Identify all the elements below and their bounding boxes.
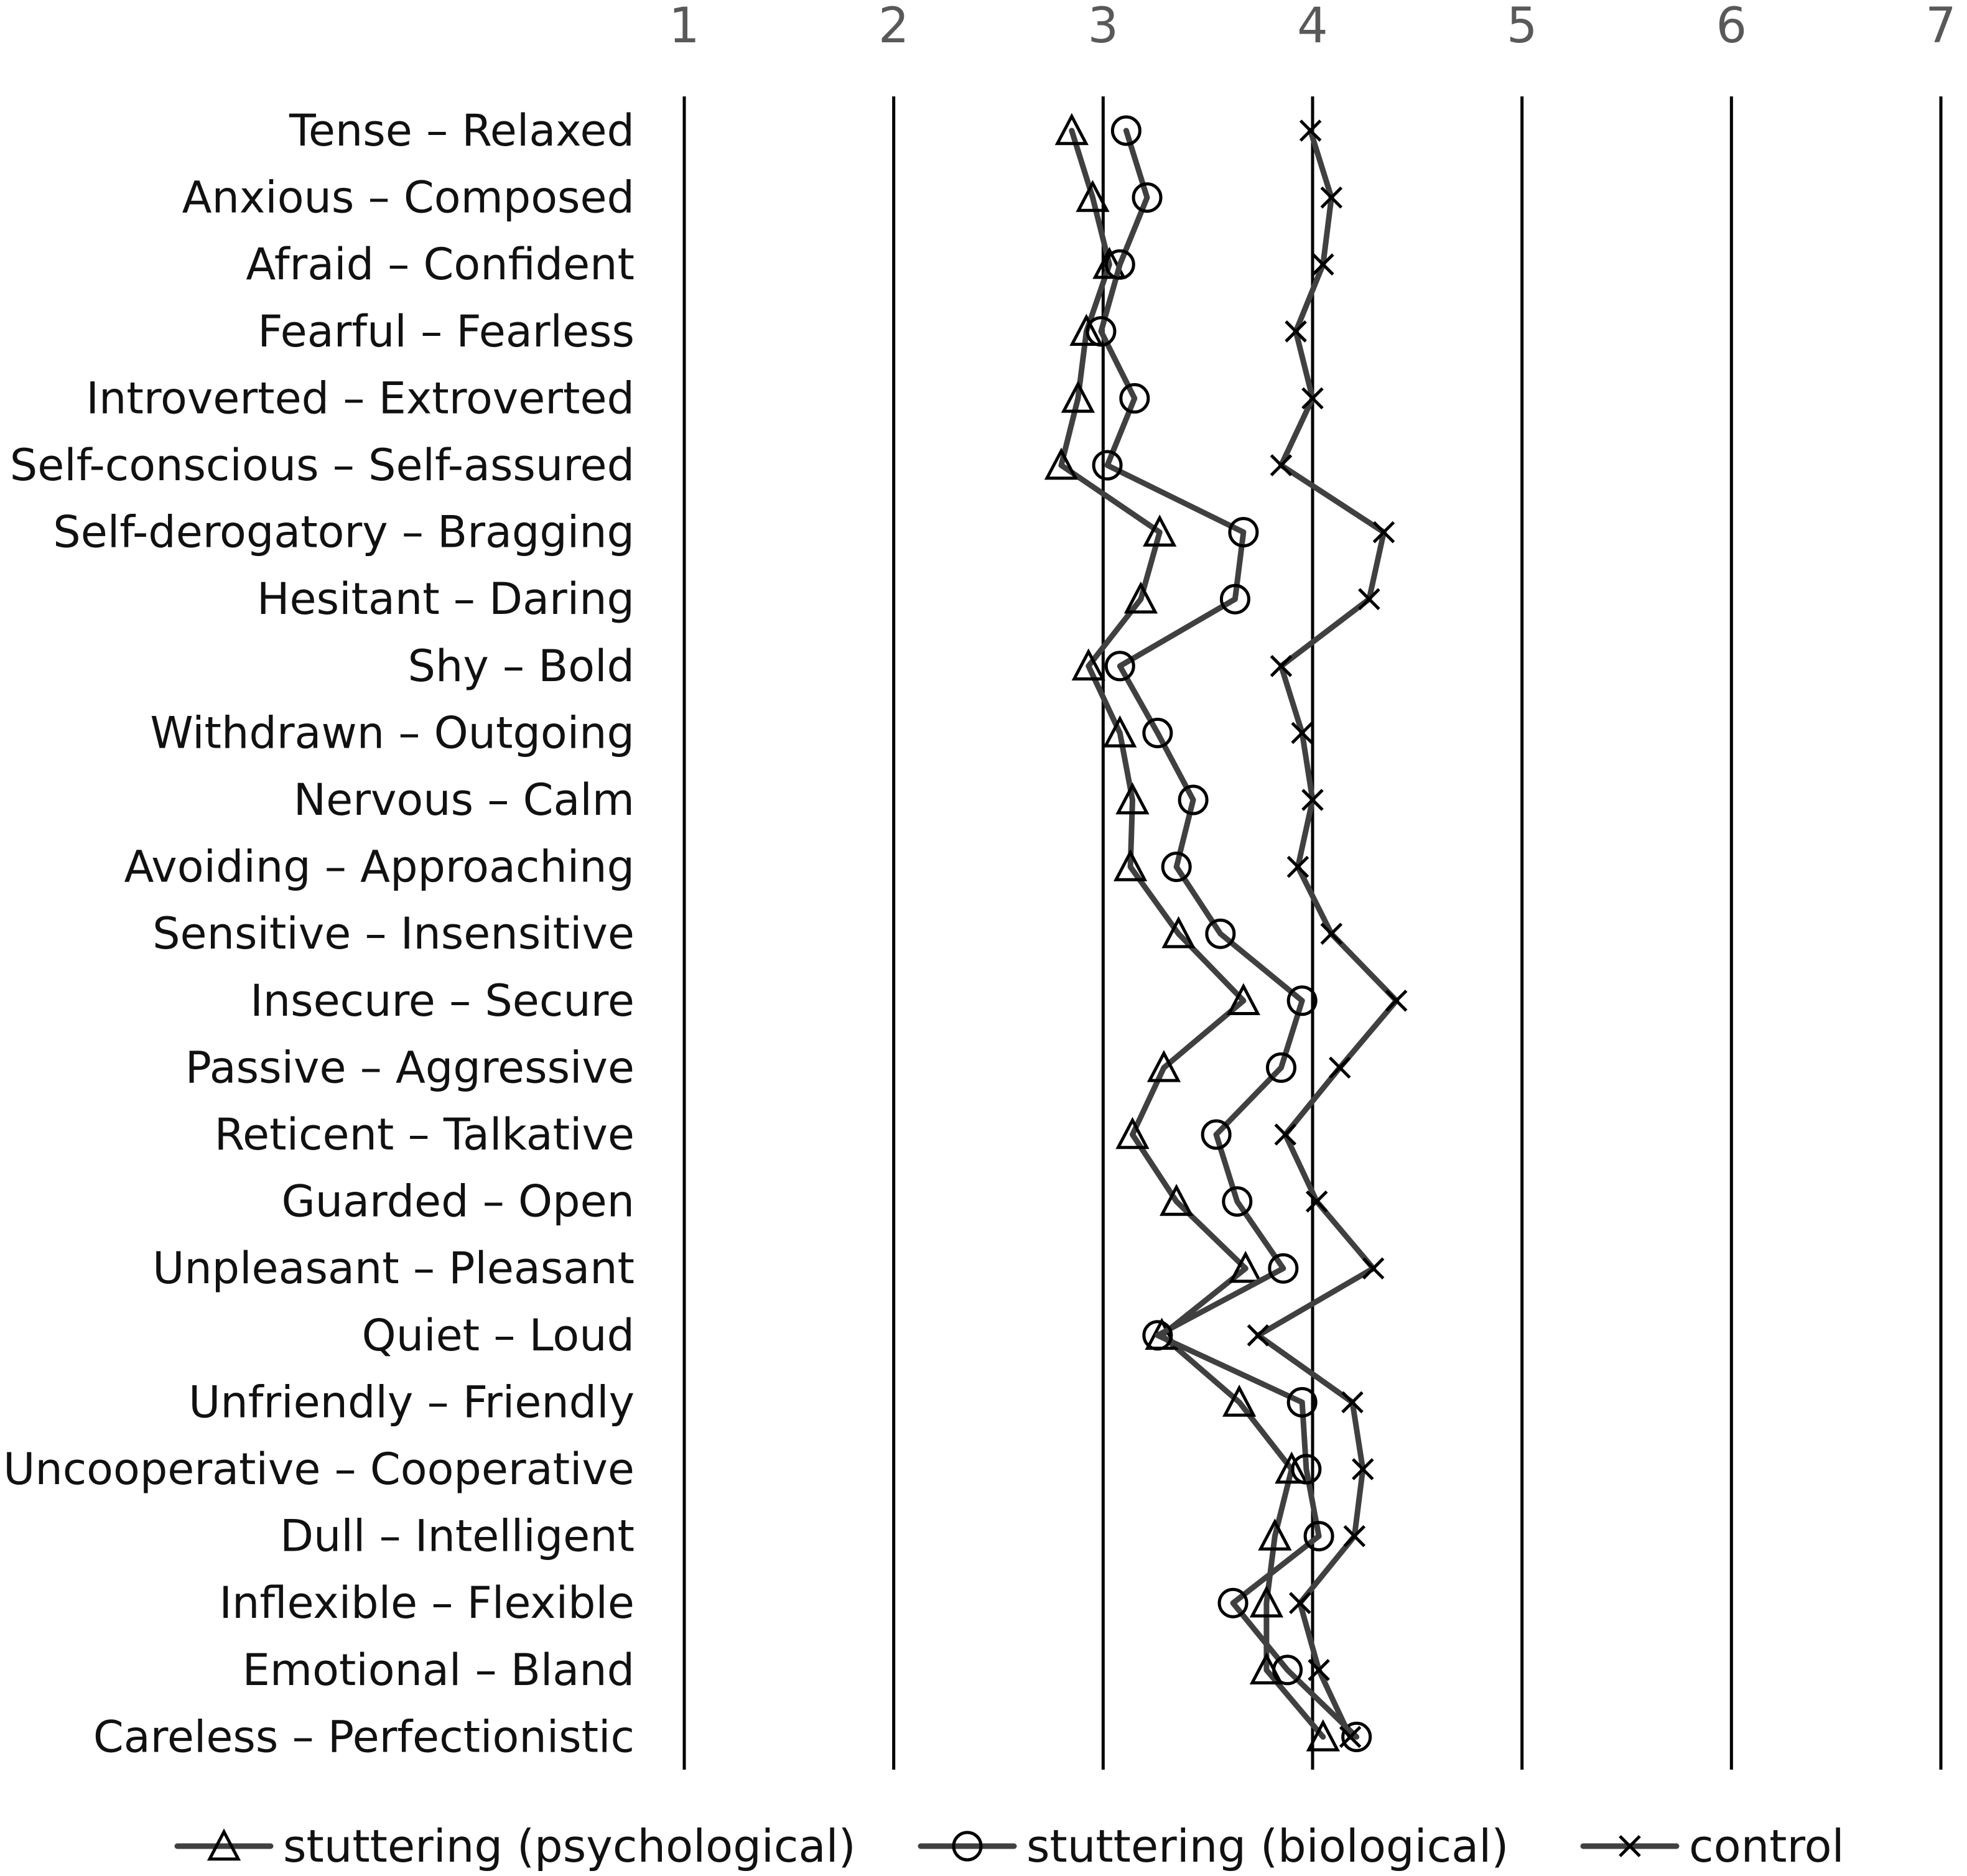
legend-label: stuttering (psychological) <box>283 1820 856 1872</box>
series-line <box>1101 131 1357 1737</box>
data-point <box>1364 1258 1383 1278</box>
series-triangle <box>1047 116 1337 1750</box>
category-label: Self-conscious – Self-assured <box>9 440 635 491</box>
x-tick-label-2: 2 <box>878 0 909 54</box>
series-line <box>1061 131 1323 1737</box>
category-label: Uncooperative – Cooperative <box>3 1444 635 1495</box>
category-label: Fearful – Fearless <box>258 305 635 357</box>
x-tick-label-4: 4 <box>1297 0 1328 54</box>
legend-label: control <box>1689 1820 1844 1872</box>
category-label: Inflexible – Flexible <box>219 1577 635 1629</box>
data-point <box>1272 455 1291 475</box>
category-label: Guarded – Open <box>281 1176 635 1227</box>
category-label: Avoiding – Approaching <box>124 841 635 893</box>
category-label: Quiet – Loud <box>361 1309 635 1361</box>
category-label: Unfriendly – Friendly <box>188 1377 635 1428</box>
legend-item <box>177 1820 856 1872</box>
category-label: Sensitive – Insensitive <box>152 908 635 960</box>
legend-item <box>1583 1820 1844 1872</box>
x-tick-label-1: 1 <box>669 0 700 54</box>
category-label: Careless – Perfectionistic <box>93 1711 635 1763</box>
category-label: Passive – Aggressive <box>185 1042 635 1094</box>
gridlines <box>684 96 1941 1770</box>
category-label: Anxious – Composed <box>182 172 635 223</box>
x-tick-label-7: 7 <box>1925 0 1956 54</box>
data-point <box>1387 991 1407 1011</box>
data-point <box>1330 1057 1350 1077</box>
category-label: Nervous – Calm <box>293 774 635 825</box>
data-point <box>1321 924 1341 944</box>
category-label: Afraid – Confident <box>246 239 635 290</box>
series-line <box>1258 131 1397 1737</box>
legend <box>177 1820 1844 1872</box>
category-label: Shy – Bold <box>407 640 635 692</box>
category-label: Unpleasant – Pleasant <box>152 1243 635 1294</box>
legend-item <box>921 1820 1509 1872</box>
category-label: Hesitant – Daring <box>256 573 635 625</box>
category-labels <box>3 105 635 1762</box>
x-tick-label-5: 5 <box>1506 0 1538 54</box>
category-label: Withdrawn – Outgoing <box>150 707 635 759</box>
category-label: Reticent – Talkative <box>214 1109 635 1160</box>
series-x <box>1248 121 1406 1747</box>
data-point <box>1307 1192 1327 1212</box>
category-label: Introverted – Extroverted <box>86 373 635 424</box>
data-point <box>1248 1326 1268 1345</box>
series-plot <box>1047 116 1407 1750</box>
category-label: Emotional – Bland <box>242 1644 635 1696</box>
series-circle <box>1087 117 1370 1750</box>
x-tick-label-3: 3 <box>1087 0 1119 54</box>
category-label: Insecure – Secure <box>250 975 635 1026</box>
x-axis-ticks <box>669 0 1956 54</box>
category-label: Self-derogatory – Bragging <box>53 506 635 558</box>
x-tick-label-6: 6 <box>1716 0 1747 54</box>
data-point <box>1275 1125 1295 1145</box>
legend-label: stuttering (biological) <box>1026 1820 1509 1872</box>
category-label: Tense – Relaxed <box>289 105 635 156</box>
category-label: Dull – Intelligent <box>280 1510 635 1562</box>
